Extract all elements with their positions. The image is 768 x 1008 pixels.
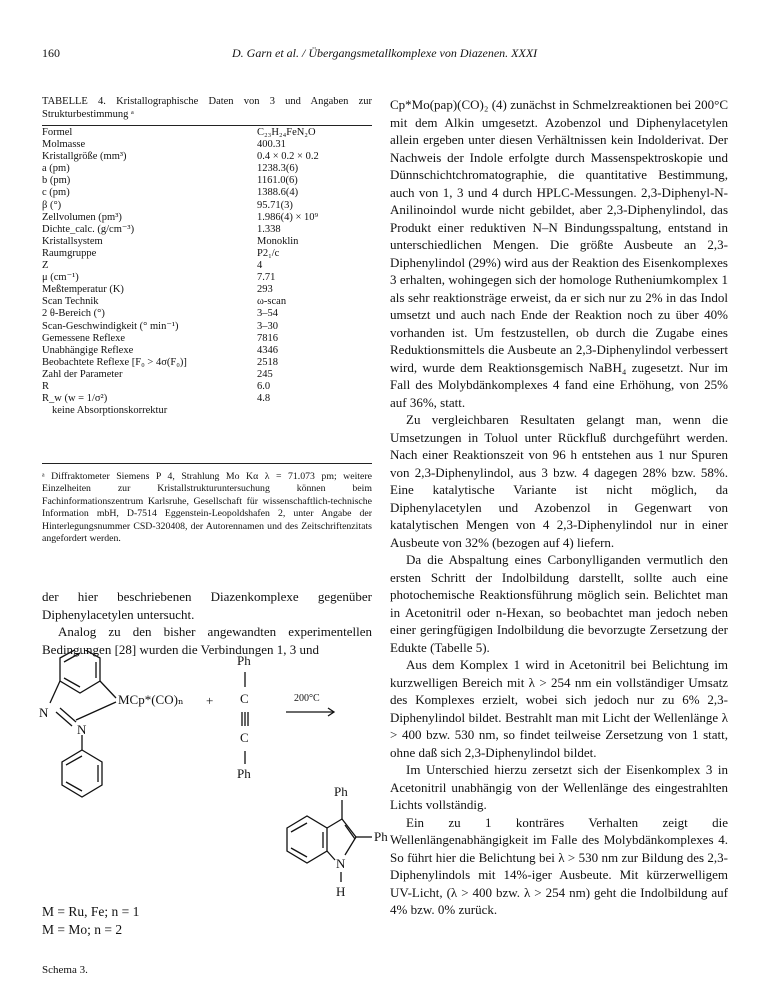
- table-row: [42, 212, 372, 224]
- table-row-value: 1238.3(6): [257, 163, 299, 175]
- table-row: [42, 308, 372, 320]
- table-row-value: 4: [257, 260, 263, 272]
- table-row-label: b (pm): [42, 175, 71, 187]
- table-row-label: Molmasse: [42, 139, 86, 151]
- alkyne-ph-bottom: Ph: [237, 766, 251, 781]
- table-row-label: Kristallgröße (mm³): [42, 151, 127, 163]
- table-row: [42, 369, 372, 381]
- alkyne-c1: C: [240, 691, 249, 706]
- indole-h: H: [336, 884, 346, 899]
- table-row: [42, 284, 372, 296]
- table-row-label: Meßtemperatur (K): [42, 284, 124, 296]
- table-row: [42, 272, 372, 284]
- table-row-label: c (pm): [42, 187, 70, 199]
- table-row: [42, 139, 372, 151]
- table-row-label: Zellvolumen (pm³): [42, 211, 122, 223]
- table-note: keine Absorptionskorrektur: [52, 405, 168, 417]
- left-paragraph: der hier beschriebenen Diazenkomplexe gegenüber Diphenylacetylen untersucht.: [42, 589, 372, 622]
- table-row-value: ω-scan: [257, 296, 287, 308]
- table-row-label: Scan-Geschwindigkeit (° min⁻¹): [42, 320, 179, 332]
- table-row-label: a (pm): [42, 163, 70, 175]
- table-row: [42, 187, 372, 199]
- table-row-label: Zahl der Parameter: [42, 368, 123, 380]
- table-row-label: β (°): [42, 199, 62, 211]
- table-row: [42, 381, 372, 393]
- table-row-value: 0.4 × 0.2 × 0.2: [257, 151, 319, 163]
- table-row-value: 2518: [257, 356, 278, 368]
- table-row-label: Unabhängige Reflexe: [42, 344, 134, 356]
- table-row-label: Scan Technik: [42, 296, 99, 308]
- right-body-text: [390, 96, 728, 919]
- table-row-value: 1.338: [257, 223, 281, 235]
- table-caption: TABELLE 4. Kristallographische Daten von 3 und Angaben zur Strukturbestimmung ᵃ: [42, 96, 372, 120]
- alkyne-ph-top: Ph: [237, 653, 251, 668]
- table-row: [42, 200, 372, 212]
- table-row-value: 7816: [257, 332, 278, 344]
- metal-definition-1: M = Ru, Fe; n = 1: [42, 904, 140, 919]
- plus-sign: +: [206, 693, 214, 708]
- table-row-value: 245: [257, 368, 273, 380]
- table-bottom-rule: [42, 463, 372, 464]
- table-row-value: 3–30: [257, 320, 278, 332]
- table-footnote: ᵃ Diffraktometer Siemens P 4, Strahlung Mo Kα λ = 71.073 pm; weitere Einzelheiten zur Kristallstrukturuntersuchung können beim Fachinformationszentrum Karlsruhe, Gesellschaft für wissenschaftlich-technische Information mbH, D-7514 Eggenstein-Leopoldshafen 2, unter Angabe der Hinterlegungsnummer CSD-320408, der Autorennamen und des Zeitschriftenzitats angefordert werden.: [42, 471, 372, 545]
- table-row: [42, 321, 372, 333]
- right-paragraph: Ein zu 1 konträres Verhalten zeigt die Wellenlängenabhängigkeit im Falle des Molybdänkomplexes 4. So führt hier die Belichtung bei λ > 530 nm zur Bildung des 2,3-Diphenylindols mit 14%-iger Ausbeute. Mit kürzerwelligem UV-Licht, (λ > 400 bzw. λ > 254 nm) geht die Indolbildung auf 4% bzw. 0% zurück.: [390, 814, 728, 917]
- azo-n-label-b: N: [77, 722, 87, 737]
- table-row: [42, 357, 372, 369]
- table-top-rule: [42, 125, 372, 126]
- table-row: [42, 127, 372, 139]
- arrow-condition: 200°C: [294, 693, 320, 704]
- table-row: [42, 345, 372, 357]
- table-row-value: 1388.6(4): [257, 187, 299, 199]
- table-row: [42, 175, 372, 187]
- table-row: [42, 236, 372, 248]
- table-row: [42, 248, 372, 260]
- table-row: [42, 333, 372, 345]
- table-row-value: 1.986(4) × 10⁹: [257, 211, 319, 223]
- table-row-value: 400.31: [257, 139, 286, 151]
- table-row-value: C₂₃H₂₄FeN₂O: [257, 127, 316, 138]
- left-body-text: [42, 588, 372, 658]
- table-row-label: μ (cm⁻¹): [42, 272, 79, 284]
- table-row-value: 1161.0(6): [257, 175, 298, 187]
- running-title: D. Garn et al. / Übergangsmetallkomplexe von Diazenen. XXXI: [232, 46, 538, 60]
- indole-ph2: Ph: [374, 829, 388, 844]
- scheme-caption: Schema 3.: [42, 964, 88, 976]
- table-row-value: 7.71: [257, 272, 276, 284]
- table-row-label: Dichte_calc. (g/cm⁻³): [42, 223, 135, 235]
- metal-fragment-label: MCp*(CO)ₙ: [118, 692, 184, 707]
- table-row: [42, 260, 372, 272]
- table-row-label: Formel: [42, 127, 73, 138]
- table-row-label: Z: [42, 260, 49, 272]
- table-row: [42, 296, 372, 308]
- table-row-value: 293: [257, 284, 273, 296]
- table-row-value: 4346: [257, 344, 278, 356]
- table-row-label: Kristallsystem: [42, 235, 103, 247]
- table-row: [42, 224, 372, 236]
- table-row-value: 4.8: [257, 393, 271, 405]
- table-row: [42, 151, 372, 163]
- table-row-label: Gemessene Reflexe: [42, 332, 126, 344]
- table-row: [42, 393, 372, 405]
- right-paragraph: Im Unterschied hierzu zersetzt sich der Eisenkomplex 3 in Acetonitril unabhängig von der Wellenlänge des eingestrahlten Lichts vollständig.: [390, 762, 728, 812]
- azo-n-label-a: N: [39, 705, 49, 720]
- metal-definition-2: M = Mo; n = 2: [42, 922, 123, 937]
- table-row-label: R: [42, 380, 50, 392]
- table-row: [42, 163, 372, 175]
- table-row-value: 95.71(3): [257, 199, 293, 211]
- left-paragraph: Analog zu den bisher angewandten experimentellen Bedingungen [28] wurden die Verbindungen 1, 3 und: [42, 624, 372, 657]
- crystal-data-table: [42, 127, 372, 417]
- indole-ph3: Ph: [334, 784, 348, 799]
- table-row-value: P2₁/c: [257, 247, 280, 259]
- right-paragraph: Da die Abspaltung eines Carbonylliganden vermutlich den ersten Schritt der Indolbildung darstellt, sollte auch eine photochemische Reaktionsführung möglich sein. Belichtet man in Acetonitril oder n-Hexan, so beobachtet man jedoch neben einer geringfügigen Indolbildung die bevorzugte Zersetzung der Edukte (Tabelle 5).: [390, 552, 728, 655]
- reaction-scheme: [39, 650, 388, 980]
- table-row-label: R_w (w = 1/σ²): [42, 393, 108, 405]
- page-number: 160: [42, 46, 60, 60]
- right-paragraph: Zu vergleichbaren Resultaten gelangt man, wenn die Umsetzungen in Toluol unter Rückfluß durchgeführt werden. Nach einer Reaktionszeit von 96 h entstehen aus 1 nur Spuren von 2,3-Diphenylindol, aus 3 bzw. 4 dagegen 28% bzw. 58%. Eine katalytische Variante ist nicht möglich, da Diphenylacetylen und Azobenzol in Gegenwart von katalytischen Mengen von 4 2,3-Diphenylindol nur in einer Ausbeute von 32% (bezogen auf 4) liefern.: [390, 412, 728, 550]
- table-row-value: 6.0: [257, 380, 271, 392]
- right-paragraph: Cp*Mo(pap)(CO)₂ (4) zunächst in Schmelzreaktionen bei 200°C mit dem Alkin umgesetzt. Azobenzol und Diphenylacetylen allein ergeben unter diesen Verhältnissen kein Indolderivat. Der Nachweis der Indole erfolgte durch Massenspektroskopie und Dünnschichtchromatographie, die quantitative Bestimmung, auch von 1, 3 und 4 durch HPLC-Messungen. 2,3-Diphenyl-N-Anilinoindol wurde nicht gebildet, aber 2,3-Diphenylindol, das Produkt einer reduktiven N–N Bindungsspaltung, entstand in unterschiedlichen Mengen. Die größte Ausbeute an 2,3-Diphenylindol (29%) wird aus der Reaktion des Eisenkomplexes 3 erhalten, wohingegen sich der homologe Rutheniumkomplex 1 als sehr reaktionsträge erweist, da er sich nur zu 2% in das Indol umsetzt und auch nach Ende der Reaktion noch zu über 40% vorhanden ist. Um festzustellen, ob durch die Zugabe eines Reduktionsmittels die Ausbeute an 2,3-Diphenylindol verbessert wird, wurde dem Reaktionsgemisch NaBH₄ zugesetzt. Nur im Fall des Molybdänkomplexes 4 fand eine Erhöhung, von 25% auf 36%, statt.: [390, 97, 728, 410]
- table-row-value: 3–54: [257, 308, 278, 320]
- table-row-label: Beobachtete Reflexe [F₀ > 4σ(F₀)]: [42, 356, 187, 368]
- right-paragraph: Aus dem Komplex 1 wird in Acetonitril bei Belichtung im kurzwelligen Bereich mit λ > 254 nm ein vollständiger Umsatz des Komplexes erzielt, wobei sich jedoch nur zu 6% 2,3-Diphenylindol bildet. Bestrahlt man mit Licht der Wellenlänge λ > 400 bzw. 530 nm, so findet teilweise Zersetzung von 1 statt, ohne daß sich 2,3-Diphenylindol bildet.: [390, 657, 728, 760]
- indole-n: N: [336, 856, 346, 871]
- table-row-label: Raumgruppe: [42, 247, 97, 259]
- table-row-label: 2 θ-Bereich (°): [42, 308, 105, 320]
- alkyne-c2: C: [240, 730, 249, 745]
- benzene-ring-bottom: [62, 750, 102, 797]
- table-row-value: Monoklin: [257, 235, 299, 247]
